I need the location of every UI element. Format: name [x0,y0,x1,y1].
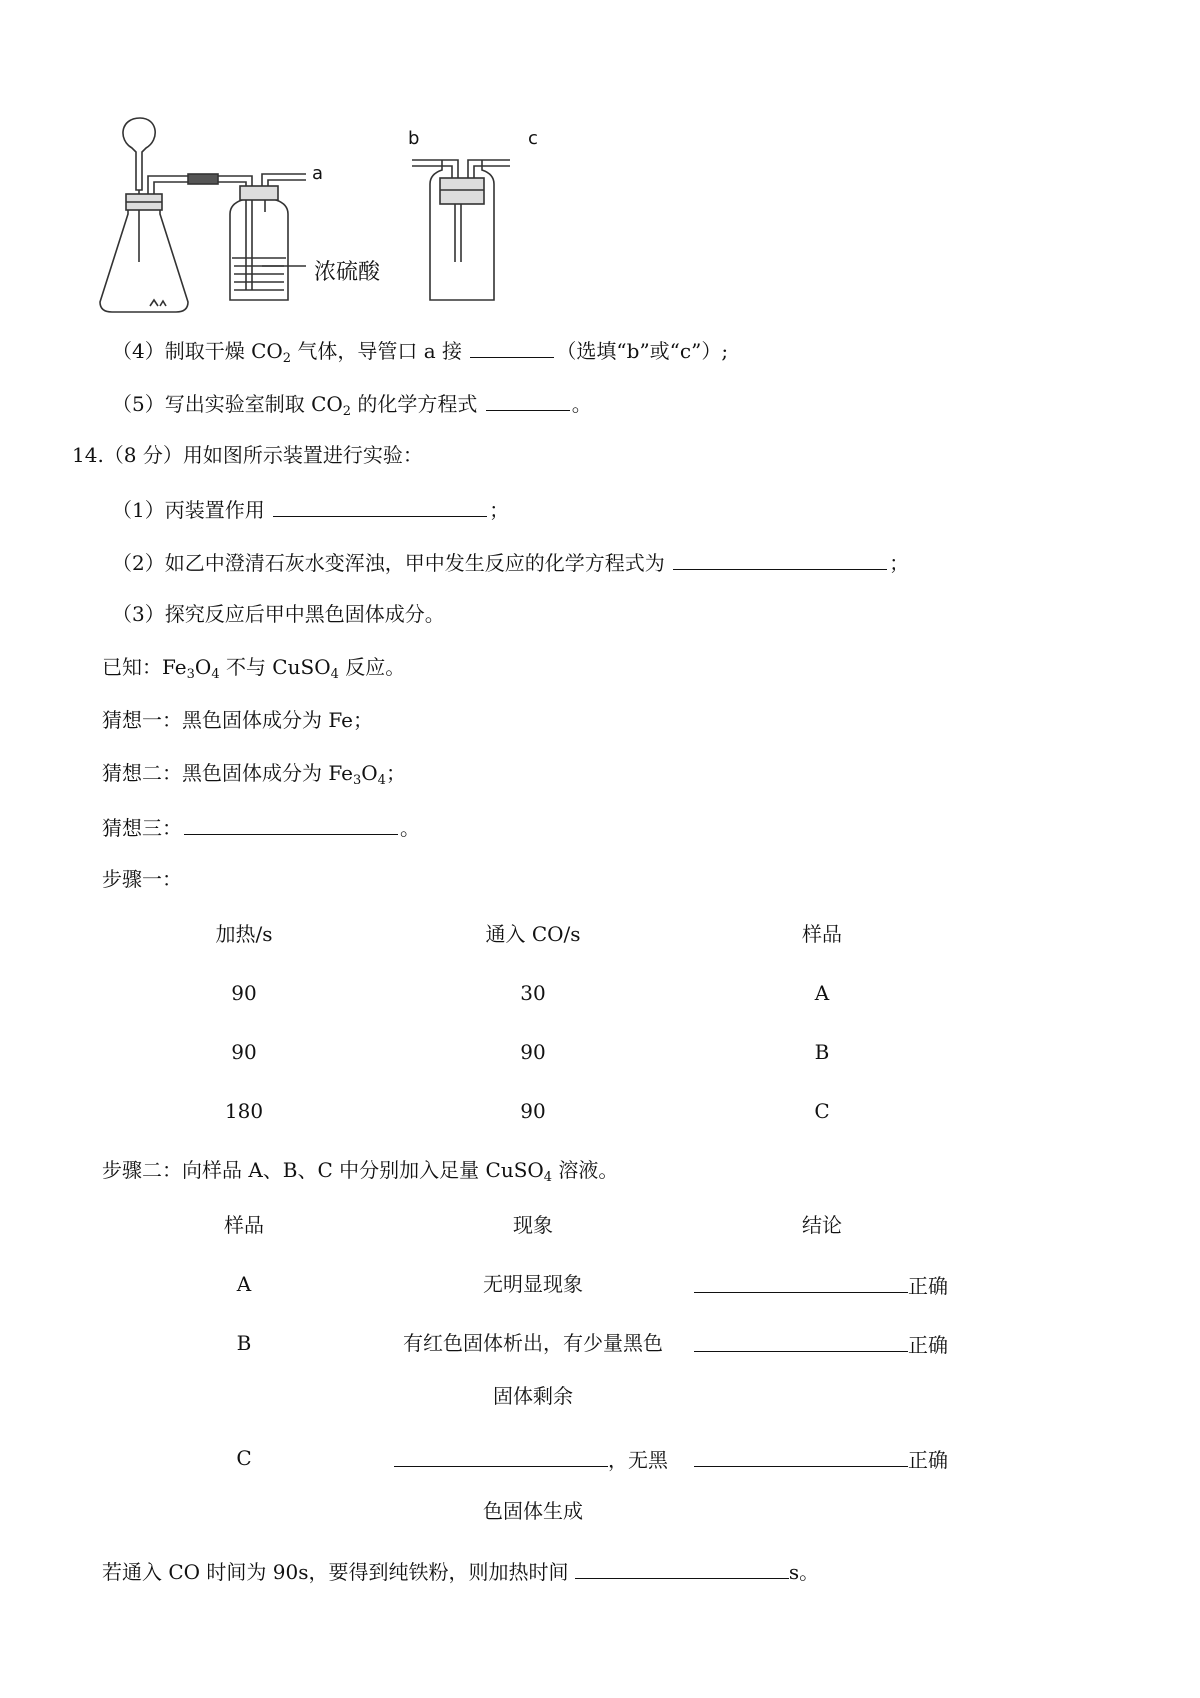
table2-header: 结论 [802,1213,842,1237]
table2-conclusion: 正确 [694,1331,948,1357]
table2-conclusion: 正确 [694,1446,948,1472]
table2-phenomenon: 无明显现象 [483,1272,583,1296]
table2-header: 样品 [224,1213,264,1237]
table2-phenomenon: ，无黑 [394,1446,668,1472]
answer-blank-14-1[interactable] [273,496,487,517]
table1-cell: 90 [520,1040,546,1064]
label-b: b [408,128,420,149]
table2-phenomenon-cont: 色固体生成 [483,1499,583,1523]
table2-conclusion: 正确 [694,1272,948,1298]
label-acid: 浓硫酸 [314,260,381,285]
table1-cell: B [814,1040,830,1064]
table1-cell: 30 [520,981,546,1005]
q14-part3: （3）探究反应后甲中黑色固体成分。 [112,602,445,626]
table1-cell: 180 [224,1099,264,1123]
table1-header: 通入 CO/s [485,922,581,946]
label-a: a [312,163,324,184]
question-4: （4）制取干燥 $CO_2$ 气体，导管口 a 接 （选填“b”或“c”）; [112,339,729,366]
known-fact: 已知：$Fe_3O_4$ 不与 CuSO$_4$ 反应。 [102,655,406,682]
table2-sample: C [236,1446,252,1470]
final-question: 若通入 CO 时间为 90s，要得到纯铁粉，则加热时间 s。 [102,1560,820,1584]
guess-2: 猜想二：黑色固体成分为 $Fe_3O_4$； [102,761,406,788]
table1-cell: A [814,981,830,1005]
answer-blank-4[interactable] [470,337,554,358]
label-c: c [528,128,538,149]
table1-cell: 90 [231,981,257,1005]
table1-header: 样品 [802,922,842,946]
table1-header: 加热/s [215,922,273,946]
table1-cell: 90 [231,1040,257,1064]
answer-blank-5[interactable] [486,390,570,411]
guess-3: 猜想三： 。 [102,816,420,840]
answer-blank-concl-c[interactable] [694,1446,908,1467]
answer-blank-guess-3[interactable] [184,814,398,835]
table1-cell: C [814,1099,830,1123]
question-5: （5）写出实验室制取 $CO_2$ 的化学方程式 。 [112,392,592,419]
q14-part2: （2）如乙中澄清石灰水变浑浊，甲中发生反应的化学方程式为 ； [112,551,910,575]
answer-blank-concl-b[interactable] [694,1331,908,1352]
table2-phenomenon: 有红色固体析出，有少量黑色 [403,1331,663,1355]
answer-blank-phen-c[interactable] [394,1446,608,1467]
step-2: 步骤二：向样品 A、B、C 中分别加入足量 CuSO$_4$ 溶液。 [102,1158,619,1185]
answer-blank-final[interactable] [575,1558,789,1579]
table2-phenomenon-cont: 固体剩余 [493,1384,573,1408]
guess-1: 猜想一：黑色固体成分为 Fe； [102,708,373,732]
answer-blank-concl-a[interactable] [694,1272,908,1293]
answer-blank-14-2[interactable] [673,549,887,570]
step-1-label: 步骤一： [102,867,182,891]
table1-cell: 90 [520,1099,546,1123]
table2-sample: B [236,1331,252,1355]
table2-header: 现象 [513,1213,553,1237]
apparatus-drawing [0,0,1200,320]
table2-sample: A [236,1272,252,1296]
q14-part1: （1）丙装置作用 ； [112,498,510,522]
question-14-title: 14.（8 分）用如图所示装置进行实验： [72,443,423,467]
